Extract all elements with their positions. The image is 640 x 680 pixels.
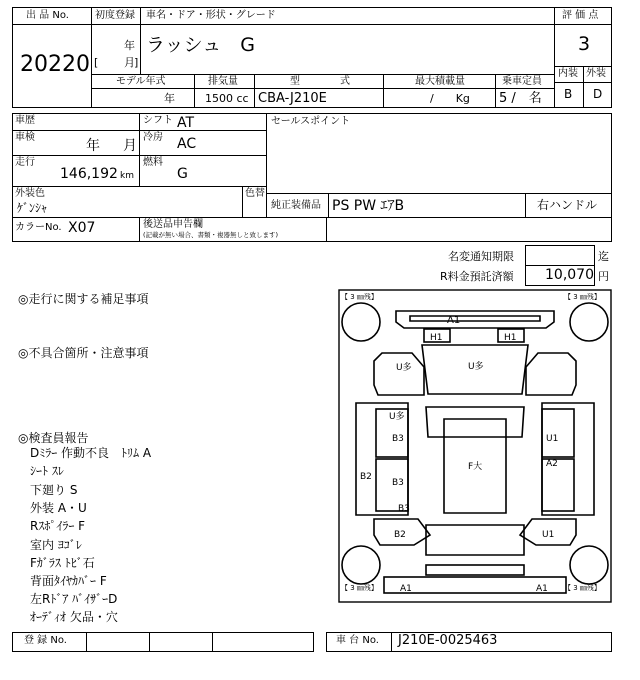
damage-mark: A1: [400, 584, 412, 594]
color-no-label: カラーNo.: [15, 222, 62, 233]
damage-mark: U1: [546, 434, 559, 444]
driving-notes-title: ◎走行に関する補足事項: [18, 292, 149, 306]
inspector-note: Rｽﾎﾟｲﾗｰ F: [30, 519, 86, 533]
damage-mark: H1: [430, 333, 443, 343]
capacity-value: 5 / 名: [499, 91, 542, 106]
registration-label: 登 録 No.: [24, 635, 67, 646]
wheel-front-left: [342, 303, 380, 341]
shift-label: シフト: [143, 115, 173, 126]
tread-label-fl: 【 3 ㎜残】: [341, 293, 378, 301]
damage-mark: B2: [360, 472, 372, 482]
damage-mark: U多: [389, 412, 405, 422]
equipment-label: 純正装備品: [271, 200, 321, 211]
type-label: 型 式: [290, 76, 350, 87]
interior-label: 内装: [558, 68, 578, 79]
fuel-label: 燃料: [143, 157, 163, 168]
damage-mark: A1: [447, 315, 461, 326]
interior-score: B: [564, 87, 573, 101]
first-reg-month-unit: 月: [124, 56, 135, 69]
damage-mark: U多: [468, 362, 484, 372]
inspector-note: ｼｰﾄ ｽﾚ: [30, 464, 64, 478]
car-name-value: ラッシュ G: [146, 34, 255, 56]
aftermarket-label: 後送品申告欄: [143, 219, 203, 230]
capacity-label: 乗車定員: [502, 76, 542, 87]
damage-mark: U多: [396, 363, 412, 373]
recycle-unit: 円: [598, 270, 609, 283]
ac-value: AC: [177, 136, 197, 152]
mileage-label: 走行: [15, 157, 35, 168]
model-year-label: モデル年式: [116, 76, 166, 87]
car-name-label: 車名・ドア・形状・グレード: [146, 10, 276, 21]
exterior-color-label: 外装色: [15, 188, 45, 199]
lot-label: 出 品 No.: [26, 10, 69, 21]
displacement-value: 1500 cc: [205, 92, 249, 105]
recycle-value: 10,070: [545, 267, 594, 283]
name-change-unit: 迄: [598, 250, 609, 263]
inspector-note: 下廻り S: [30, 483, 78, 497]
back-door: [426, 525, 524, 555]
front-right-fender: [526, 353, 576, 395]
aftermarket-note: (記載が無い場合、書類・複器無しと致します): [143, 231, 279, 239]
name-change-value-box: [525, 245, 595, 266]
inspector-report-title: ◎検査員報告: [18, 431, 89, 445]
mileage-unit: km: [120, 171, 134, 181]
damage-mark: A2: [546, 459, 558, 469]
max-load-label: 最大積載量: [415, 76, 465, 87]
type-value: CBA-J210E: [258, 91, 327, 106]
damage-mark: B3: [392, 434, 404, 444]
tread-label-rl: 【 3 ㎜残】: [341, 584, 378, 592]
score-label: 評 価 点: [562, 10, 599, 21]
name-change-label: 名変通知期限: [448, 250, 514, 263]
model-year-unit: 年: [164, 92, 175, 105]
inspector-note: Dﾐﾗｰ 作動不良 ﾄﾘﾑ A: [30, 446, 152, 460]
equipment-value: PS PW ｴｱB: [332, 198, 405, 214]
repaint-label: 色替: [245, 188, 265, 199]
inspection-year-unit: 年: [86, 138, 100, 154]
chassis-label: 車 台 No.: [336, 635, 379, 646]
ac-label: 冷房: [143, 132, 163, 143]
damage-mark: B2: [394, 530, 406, 540]
fuel-value: G: [177, 166, 188, 182]
exterior-color-value: ｹﾞﾝｼｬ: [17, 201, 48, 215]
damage-mark: U1: [542, 530, 555, 540]
windshield: [426, 407, 524, 437]
first-reg-label: 初度登録: [95, 10, 135, 21]
wheel-front-right: [570, 303, 608, 341]
sales-point-label: セールスポイント: [271, 116, 351, 127]
inspector-note: ｵｰﾃﾞｨｵ 欠品・穴: [30, 610, 118, 624]
inspector-note: 外装 A・U: [30, 501, 87, 515]
first-reg-month-bracket-open: [: [94, 56, 99, 69]
first-reg-year-unit: 年: [124, 39, 135, 52]
wheel-rear-left: [342, 546, 380, 584]
front-bumper: [396, 311, 554, 328]
inspection-month-unit: 月: [123, 138, 137, 154]
first-reg-month-bracket-close: ]: [134, 56, 139, 69]
exterior-score: D: [593, 87, 603, 101]
damage-mark: B3: [398, 504, 410, 514]
blank-box: [326, 217, 612, 242]
max-load-value: / Kg: [430, 92, 470, 105]
inspection-label: 車検: [15, 132, 35, 143]
displacement-label: 排気量: [208, 76, 238, 87]
exterior-color-box: [12, 186, 267, 218]
damage-mark: A1: [536, 584, 548, 594]
inspector-note: Fｶﾞﾗｽ ﾄﾋﾞ石: [30, 556, 95, 570]
damage-mark: B3: [392, 478, 404, 488]
inspector-note: 室内 ﾖｺﾞﾚ: [30, 538, 82, 552]
damage-mark: H1: [504, 333, 517, 343]
color-no-value: X07: [68, 220, 96, 236]
recycle-label: R料金預託済額: [440, 270, 514, 283]
score-overall: 3: [578, 33, 591, 55]
lot-number: 20220: [20, 52, 90, 77]
exterior-label: 外装: [586, 68, 606, 79]
right-front-door: [542, 409, 574, 457]
tread-label-fr: 【 3 ㎜残】: [564, 293, 601, 301]
mileage-value: 146,192: [60, 166, 118, 182]
chassis-value: J210E-0025463: [398, 633, 498, 648]
car-damage-diagram: [338, 289, 612, 603]
shift-value: AT: [177, 115, 195, 131]
inspector-note: 背面ﾀｲﾔｶﾊﾞｰ F: [30, 574, 107, 588]
wheel-rear-right: [570, 546, 608, 584]
front-bumper-inner: [410, 316, 540, 321]
history-label: 車歴: [15, 115, 35, 126]
inspector-note: 左Rﾄﾞｱ ﾊﾞｲｻﾞｰD: [30, 592, 118, 606]
defect-notes-title: ◎不具合箇所・注意事項: [18, 346, 149, 360]
damage-mark: F大: [468, 462, 483, 472]
rear-plate: [426, 565, 524, 575]
handle-value: 右ハンドル: [537, 198, 598, 212]
tread-label-rr: 【 3 ㎜残】: [564, 584, 601, 592]
front-left-fender: [374, 353, 424, 395]
